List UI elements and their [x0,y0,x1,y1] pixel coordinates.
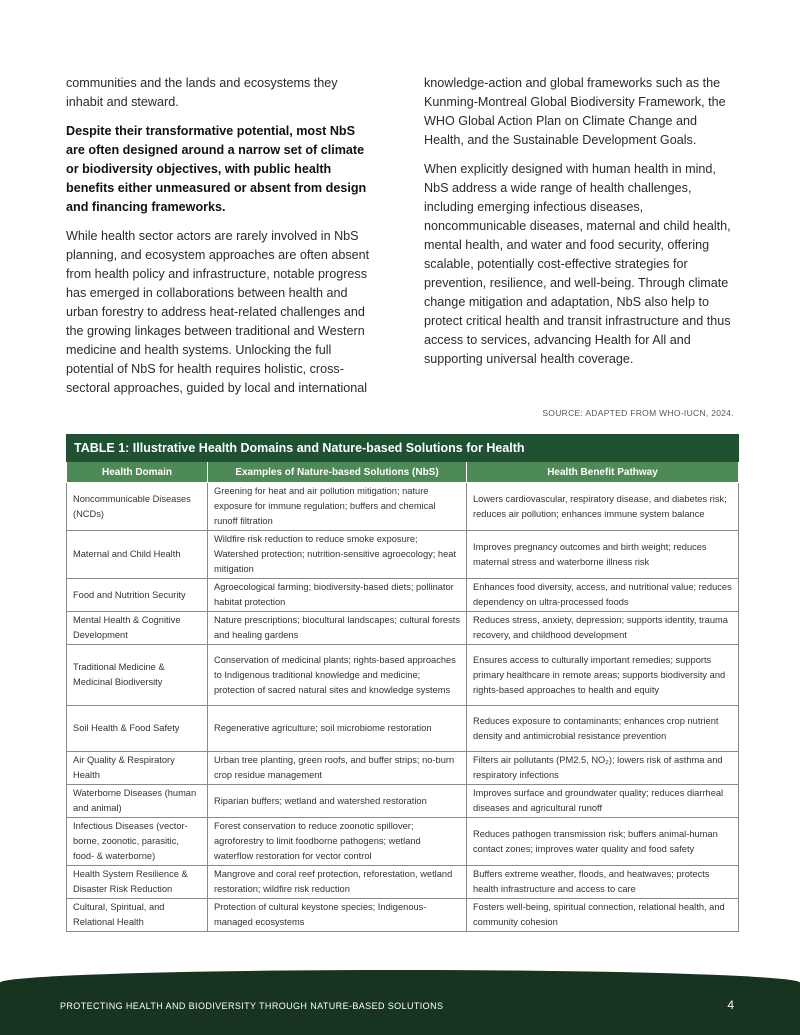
cell-health-domain: Maternal and Child Health [67,531,208,579]
cell-health-domain: Cultural, Spiritual, and Relational Health [67,899,208,932]
right-column [424,74,736,379]
left-paragraph-3: While health sector actors are rarely involved in NbS planning, and ecosystem approaches are often absent from health policy and infrastructure, notable progress has emerged in collaborations between health and urban forestry to address heat-related challenges and the growing linkages between traditional and Western medicine and health systems. Unlocking the full potential of NbS for health requires holistic, cross-sectoral approaches, guided by local and international [66,229,370,395]
cell-nbs-examples: Agroecological farming; biodiversity-based diets; pollinator habitat protection [208,579,467,612]
table-body [67,483,739,932]
table-row [67,785,739,818]
cell-nbs-examples: Riparian buffers; wetland and watershed restoration [208,785,467,818]
source-note: SOURCE: ADAPTED FROM WHO-IUCN, 2024. [542,408,734,418]
cell-nbs-examples: Conservation of medicinal plants; rights-based approaches to Indigenous traditional knowledge and medicine; protection of sacred natural sites and knowledge systems [208,645,467,706]
column-header-nbs-examples: Examples of Nature-based Solutions (NbS) [208,462,467,483]
cell-benefit-pathway: Ensures access to culturally important remedies; supports primary healthcare in remote areas; supports biodiversity and rights-based approaches to health and equity [467,645,739,706]
health-domains-table [66,434,738,932]
left-paragraph-1: communities and the lands and ecosystems they inhabit and steward. [66,76,338,109]
right-paragraph-1: knowledge-action and global frameworks such as the Kunming-Montreal Global Biodiversity Framework, the WHO Global Action Plan on Climate Change and Health, and the Sustainable Development Goals. [424,76,726,147]
left-column [66,74,376,408]
table-row [67,645,739,706]
table-row [67,818,739,866]
cell-health-domain: Noncommunicable Diseases (NCDs) [67,483,208,531]
column-header-benefit-pathway: Health Benefit Pathway [467,462,739,483]
table-row [67,706,739,752]
cell-benefit-pathway: Improves surface and groundwater quality; reduces diarrheal diseases and agricultural runoff [467,785,739,818]
cell-benefit-pathway: Fosters well-being, spiritual connection, relational health, and community cohesion [467,899,739,932]
cell-health-domain: Food and Nutrition Security [67,579,208,612]
cell-benefit-pathway: Enhances food diversity, access, and nutritional value; reduces dependency on ultra-processed foods [467,579,739,612]
table-row [67,531,739,579]
cell-benefit-pathway: Lowers cardiovascular, respiratory disease, and diabetes risk; reduces air pollution; enhances immune system balance [467,483,739,531]
cell-nbs-examples: Urban tree planting, green roofs, and buffer strips; no-burn crop residue management [208,752,467,785]
cell-benefit-pathway: Improves pregnancy outcomes and birth weight; reduces maternal stress and waterborne illness risk [467,531,739,579]
table-title: TABLE 1: Illustrative Health Domains and Nature-based Solutions for Health [67,435,739,462]
table-row [67,866,739,899]
cell-health-domain: Waterborne Diseases (human and animal) [67,785,208,818]
table-header-row [67,462,739,483]
cell-health-domain: Mental Health & Cognitive Development [67,612,208,645]
cell-benefit-pathway: Buffers extreme weather, floods, and heatwaves; protects health infrastructure and access to care [467,866,739,899]
table-row [67,612,739,645]
column-header-health-domain: Health Domain [67,462,208,483]
cell-nbs-examples: Nature prescriptions; biocultural landscapes; cultural forests and healing gardens [208,612,467,645]
cell-health-domain: Soil Health & Food Safety [67,706,208,752]
cell-health-domain: Infectious Diseases (vector-borne, zoonotic, parasitic, food- & waterborne) [67,818,208,866]
cell-health-domain: Traditional Medicine & Medicinal Biodiversity [67,645,208,706]
table-row [67,579,739,612]
left-paragraph-bold: Despite their transformative potential, most NbS are often designed around a narrow set of climate or biodiversity objectives, with public health benefits either unmeasured or absent from design and financing frameworks. [66,124,367,214]
table-row [67,752,739,785]
cell-nbs-examples: Forest conservation to reduce zoonotic spillover; agroforestry to limit foodborne pathogens; wetland waterflow restoration for vector control [208,818,467,866]
table-row [67,483,739,531]
cell-benefit-pathway: Reduces stress, anxiety, depression; supports identity, trauma recovery, and childhood development [467,612,739,645]
cell-benefit-pathway: Filters air pollutants (PM2.5, NO₂); lowers risk of asthma and respiratory infections [467,752,739,785]
cell-nbs-examples: Mangrove and coral reef protection, reforestation, wetland restoration; wildfire risk reduction [208,866,467,899]
right-paragraph-2: When explicitly designed with human health in mind, NbS address a wide range of health challenges, including emerging infectious diseases, noncommunicable diseases, maternal and child health, mental health, and water and food security, offering scalable, potentially cost-effective strategies for prevention, resilience, and well-being. Through climate change mitigation and adaptation, NbS also help to protect critical health and transit infrastructure and thus access to services, advancing Health for All and supporting universal health coverage. [424,162,731,366]
cell-nbs-examples: Wildfire risk reduction to reduce smoke exposure; Watershed protection; nutrition-sensitive agroecology; heat mitigation [208,531,467,579]
page-number: 4 [727,998,734,1012]
cell-health-domain: Health System Resilience & Disaster Risk Reduction [67,866,208,899]
cell-benefit-pathway: Reduces exposure to contaminants; enhances crop nutrient density and antimicrobial resistance prevention [467,706,739,752]
cell-nbs-examples: Protection of cultural keystone species; Indigenous-managed ecosystems [208,899,467,932]
footer-title: PROTECTING HEALTH AND BIODIVERSITY THROUGH NATURE-BASED SOLUTIONS [60,1001,444,1011]
cell-benefit-pathway: Reduces pathogen transmission risk; buffers animal-human contact zones; improves water quality and food safety [467,818,739,866]
table-row [67,899,739,932]
cell-health-domain: Air Quality & Respiratory Health [67,752,208,785]
cell-nbs-examples: Greening for heat and air pollution mitigation; nature exposure for immune regulation; buffers and chemical runoff filtration [208,483,467,531]
cell-nbs-examples: Regenerative agriculture; soil microbiome restoration [208,706,467,752]
